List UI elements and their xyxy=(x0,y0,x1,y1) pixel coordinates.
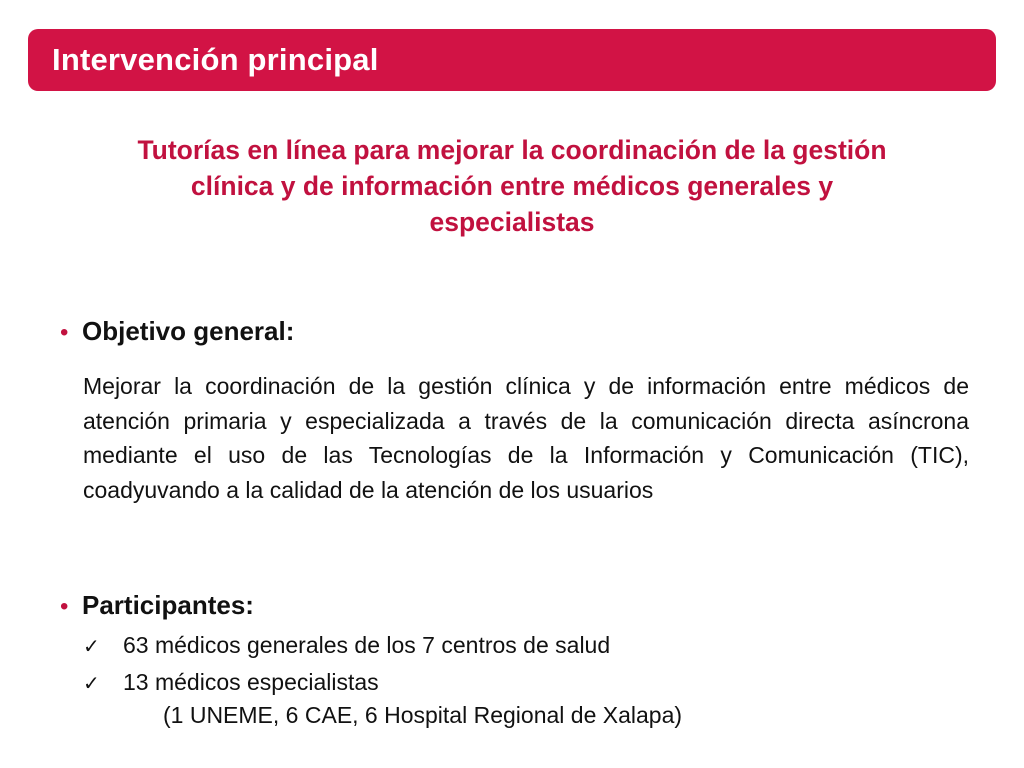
participantes-heading: Participantes: xyxy=(82,590,254,620)
participant-text: 63 médicos generales de los 7 centros de salud xyxy=(123,632,611,658)
bullet-icon: • xyxy=(60,593,69,620)
title-bar xyxy=(28,29,996,91)
checkmark-icon: ✓ xyxy=(83,673,100,695)
checkmark-icon: ✓ xyxy=(83,636,100,658)
objetivo-text: Mejorar la coordinación de la gestión clínica y de información entre médicos de atención primaria y especializada a través de la comunicación directa asíncrona mediante el uso de las Tecnologías de la Información y Comunicación (TIC), coadyuvando a la calidad de la atención de los usuarios xyxy=(83,373,969,503)
participantes-section xyxy=(60,590,254,621)
subtitle-line: clínica y de información entre médicos generales y xyxy=(190,171,834,201)
subtitle-line: especialistas xyxy=(429,207,595,237)
bullet-icon: • xyxy=(60,319,69,346)
participants-note: (1 UNEME, 6 CAE, 6 Hospital Regional de Xalapa) xyxy=(163,702,683,728)
participant-text: 13 médicos especialistas xyxy=(123,669,379,695)
list-item xyxy=(83,665,610,702)
slide-subtitle xyxy=(40,132,984,240)
objetivo-heading: Objetivo general: xyxy=(82,316,295,346)
subtitle-line: Tutorías en línea para mejorar la coordinación de la gestión xyxy=(137,135,887,165)
slide-title: Intervención principal xyxy=(52,42,379,77)
objetivo-section xyxy=(60,316,294,347)
list-item xyxy=(83,628,610,665)
participants-list xyxy=(83,628,610,702)
